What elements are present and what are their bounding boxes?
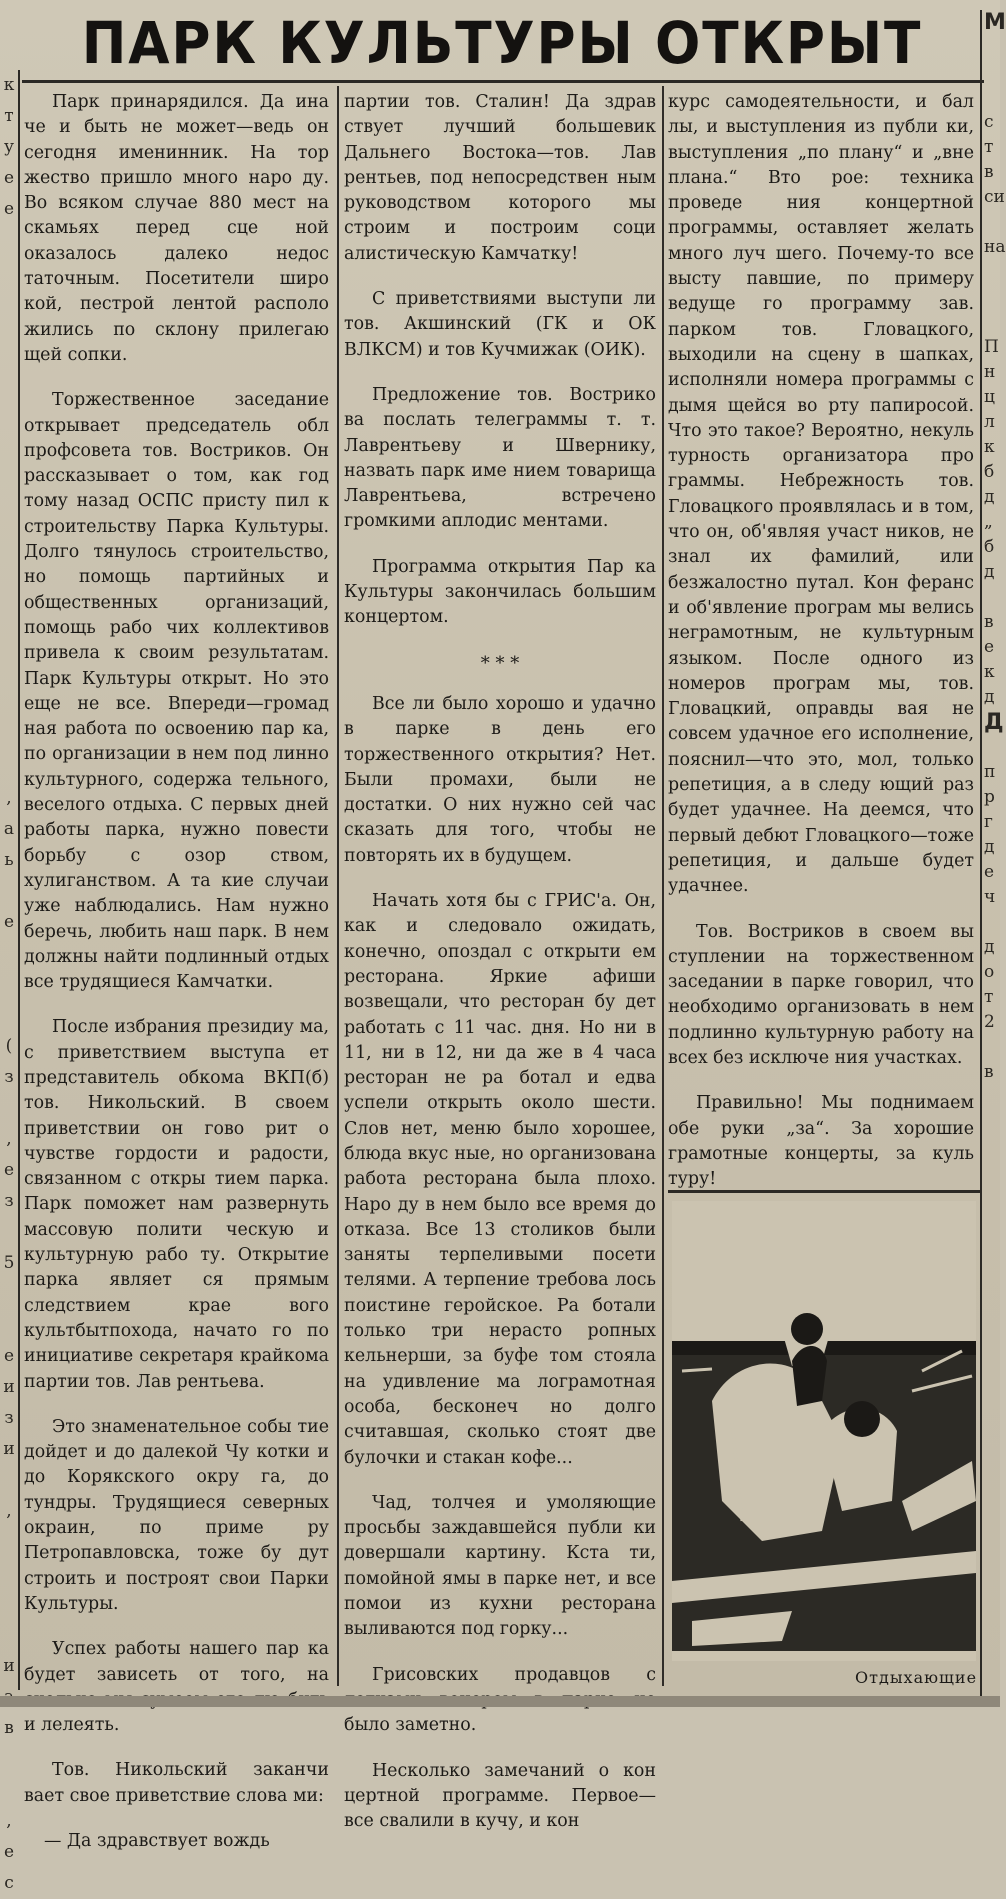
margin-fragment-char	[0, 1744, 18, 1775]
margin-fragment-char	[0, 659, 18, 690]
margin-fragment-char	[0, 1217, 18, 1248]
margin-fragment-char: е	[3, 199, 15, 219]
margin-fragment-char: и	[3, 1656, 15, 1676]
margin-fragment-char	[0, 256, 18, 287]
margin-fragment-char	[0, 535, 18, 566]
woodcut-illustration	[672, 1201, 976, 1661]
margin-fragment-char	[0, 442, 18, 473]
margin-fragment-char	[982, 285, 1002, 310]
column-divider	[662, 86, 664, 1686]
margin-fragment-char: ь	[4, 850, 14, 870]
margin-fragment-char: з	[4, 1408, 14, 1428]
margin-fragment-char	[0, 1558, 18, 1589]
margin-fragment-char	[0, 628, 18, 659]
right-margin-fragment	[980, 10, 1006, 1700]
margin-fragment-char: и	[3, 1377, 15, 1397]
margin-fragment-char: ,	[6, 788, 12, 808]
column-divider	[337, 86, 339, 1686]
margin-fragment-char: р	[984, 787, 995, 807]
margin-fragment-char: е	[984, 637, 995, 657]
margin-fragment-char	[982, 735, 1002, 760]
margin-fragment-char	[0, 1310, 18, 1341]
paragraph: После избрания президиу ма, с приветствием выступа ет представитель обкома ВКП(б) тов. Никольский. В своем приветствии он гово рит о чувстве гордости и радости, связанном с откры тием парка. Парк поможет нам развернуть массовую полити ческую и культурную рабо ту. Открытие парка являет ся прямым следствием крае вого культбытпохода, начато го по инициативе секретаря крайкома партии тов. Лав рентьева.	[24, 1017, 329, 1392]
margin-fragment-char	[0, 1465, 18, 1496]
margin-fragment-char: е	[3, 1346, 15, 1366]
margin-fragment-char: ,	[6, 1501, 12, 1521]
margin-fragment-char: в	[984, 1062, 994, 1082]
margin-fragment-char	[0, 1620, 18, 1651]
margin-fragment-char	[0, 380, 18, 411]
margin-fragment-char	[982, 1035, 1002, 1060]
paragraph: Успех работы нашего пар ка будет зависеть от того, на и лелеять.	[24, 1639, 329, 1736]
margin-fragment-char	[0, 349, 18, 380]
margin-fragment-char: е	[3, 168, 15, 188]
margin-fragment-char	[0, 690, 18, 721]
margin-fragment-char: п	[984, 762, 996, 782]
paragraph: Торжественное заседание открывает председатель обл профсовета тов. Востриков. Он рассказывает о том, как год тому назад ОСПС присту пил к строительству Парка Культуры. Долго тянулось строительство, но помощь партийных и общественных организаций, помощь рабо чих коллективов привела к своим результатам. Парк Культуры открыт. Но это еще не все. Впереди—громад ная работа по освоению пар ка, по организации в нем под линно культурного, содержа тельного, веселого отдыха. С первых дней работы парка, нужно повести борьбу с озор ством, хулиганством. А та кие случаи уже наблюдались. Нам нужно беречь, любить наш парк. В нем должны найти подлинный отдых все трудящиеся Камчатки.	[24, 390, 329, 993]
paragraph: Предложение тов. Вострико ва послать телеграммы т. т. Лаврентьеву и Швернику, назвать парк име нием товарища Лаврентьева, встречено громкими аплодис ментами.	[344, 384, 656, 532]
margin-fragment-char	[0, 504, 18, 535]
margin-fragment-char: г	[984, 812, 993, 832]
margin-fragment-char	[982, 85, 1002, 110]
photo-caption: Отдыхающие	[855, 1668, 978, 1687]
margin-fragment-char	[982, 60, 1002, 85]
margin-fragment-char: М	[984, 10, 1006, 35]
margin-fragment-char: л	[984, 412, 995, 432]
margin-fragment-char: е	[3, 912, 15, 932]
paragraph: партии тов. Сталин! Да здрав ствует лучший большевик Дальнего Востока—тов. Лав рентьев, под непосредствен ным руководством которого мы строим и построим соци алистическую Камчатку!	[344, 92, 656, 264]
margin-fragment-char: е	[3, 1160, 15, 1180]
margin-fragment-char: в	[984, 612, 994, 632]
paragraph: Чад, толчея и умоляющие просьбы заждавшейся публи ки довершали картину. Кста ти, помойной ямы в парке нет, и все помои из кухни ресторана выливаются под горку...	[344, 1492, 656, 1640]
margin-fragment-char: „	[984, 512, 993, 532]
margin-fragment-char: ,	[6, 1811, 12, 1831]
margin-fragment-char	[982, 310, 1002, 335]
margin-fragment-char: т	[984, 137, 994, 157]
margin-fragment-char	[0, 969, 18, 1000]
left-margin-fragment	[0, 70, 20, 1893]
margin-fragment-char: ,	[6, 1129, 12, 1149]
margin-fragment-char: т	[4, 106, 14, 126]
margin-fragment-char	[982, 585, 1002, 610]
section-separator: * * *	[480, 652, 520, 674]
margin-fragment-char: д	[984, 837, 995, 857]
margin-fragment-char: о	[984, 962, 995, 982]
page-edge	[0, 1696, 1000, 1707]
margin-fragment-char: си	[984, 187, 1005, 207]
margin-fragment-char	[982, 35, 1002, 60]
paragraph: курс самодеятельности, и бал лы, и выступления из публи ки, выступления „по плану“ и „вне плана.“ Вто рое: техника проведе ния концертной программы, оставляет желать много луч шего. Почему-то все высту павшие, по примеру ведуще го программу зав. парком тов. Гловацкого, выходили на сцену в шапках, исполняли номера программы с дымя щейся во рту папиросой. Что это такое? Вероятно, некуль турность организатора про граммы. Небрежность тов. Гловацкого проявлялась и в том, что он, об'являя участ ников, не знал их фамилий, или безжалостно путал. Кон феранс и об'явление програм мы велись неграмотным, не культурным языком. После одного из номеров програм мы, тов. Гловацкий, оправды вая не совсем удачное его исполнение, пояснил—что это, мол, только репетиция, а в следу ющий раз будет удачнее. На деемся, что первый дебют Гловацкого—тоже репетиция, и дальше будет удачнее.	[668, 92, 974, 897]
headline: ПАРК КУЛЬТУРЫ ОТКРЫТ	[81, 9, 923, 77]
margin-fragment-char: 2	[984, 1012, 995, 1032]
margin-fragment-char: в	[984, 162, 994, 182]
margin-fragment-char	[0, 566, 18, 597]
margin-fragment-char	[982, 210, 1002, 235]
paragraph: Грисовских продавцов с было заметно.	[344, 1664, 656, 1736]
paragraph: С приветствиями выступи ли тов. Акшинский (ГК и ОК ВЛКСМ) и тов Кучмижак (ОИК).	[344, 289, 656, 360]
margin-fragment-char: д	[984, 937, 995, 957]
margin-fragment-char	[0, 287, 18, 318]
margin-fragment-char: Д	[984, 710, 1004, 735]
margin-fragment-char: д	[984, 487, 995, 507]
margin-fragment-char: к	[984, 437, 995, 457]
margin-fragment-char: к	[984, 662, 995, 682]
paragraph: Несколько замечаний о кон цертной программе. Первое— все свалили в кучу, и кон	[344, 1760, 656, 1832]
margin-fragment-char	[0, 752, 18, 783]
margin-fragment-char	[982, 910, 1002, 935]
margin-fragment-char: у	[3, 137, 14, 157]
margin-fragment-char: а	[3, 819, 15, 839]
margin-fragment-char: е	[984, 862, 995, 882]
paragraph: Программа открытия Пар ка Культуры закончилась большим концертом.	[344, 556, 656, 628]
margin-fragment-char: с	[984, 112, 994, 132]
margin-fragment-char	[0, 721, 18, 752]
margin-fragment-char: и	[3, 1439, 15, 1459]
margin-fragment-char: к	[3, 75, 15, 95]
margin-fragment-char	[0, 1279, 18, 1310]
margin-fragment-char: н	[984, 362, 996, 382]
photo-frame	[668, 1190, 980, 1673]
margin-fragment-char	[0, 1589, 18, 1620]
margin-fragment-char: з	[4, 1067, 14, 1087]
margin-fragment-char	[0, 1000, 18, 1031]
article-column-1	[24, 90, 329, 1874]
paragraph: Правильно! Мы поднимаем обе руки „за“. За хорошие грамотные концерты, за куль туру!	[668, 1093, 974, 1190]
headline-rule	[22, 80, 984, 83]
margin-fragment-char: д	[984, 562, 995, 582]
margin-fragment-char	[0, 225, 18, 256]
margin-fragment-char: е	[3, 1842, 15, 1862]
margin-fragment-char: ч	[984, 887, 996, 907]
paragraph: — Да здравствует вождь	[44, 1831, 270, 1851]
margin-fragment-char: ц	[984, 387, 995, 407]
margin-fragment-char	[982, 260, 1002, 285]
margin-fragment-char	[0, 876, 18, 907]
margin-fragment-char: с	[4, 1873, 14, 1893]
margin-fragment-char	[0, 473, 18, 504]
paragraph: Тов. Востриков в своем вы ступлении на торжественном заседании в парке говорил, что необходимо организовать в нем подлинно культурную работу на всех без исключе ния участках.	[668, 921, 974, 1068]
margin-fragment-char	[0, 318, 18, 349]
margin-fragment-char: (	[5, 1036, 13, 1056]
article-column-3	[668, 90, 974, 1230]
margin-fragment-char: 5	[3, 1253, 15, 1273]
margin-fragment-char	[0, 1093, 18, 1124]
margin-fragment-char	[0, 411, 18, 442]
margin-fragment-char: на	[984, 237, 1006, 257]
margin-fragment-char	[0, 597, 18, 628]
margin-fragment-char: д	[984, 687, 995, 707]
margin-fragment-char: з	[4, 1191, 14, 1211]
margin-fragment-char: б	[984, 462, 995, 482]
paragraph: Все ли было хорошо и удачно в парке в день его торжественного открытия? Нет. Были промахи, были не достатки. О них нужно сей час сказать для того, чтобы не повторять их в будущем.	[344, 693, 656, 866]
margin-fragment-char: т	[984, 987, 994, 1007]
paragraph: Это знаменательное собы тие дойдет и до далекой Чу котки и до Корякского окру га, до тундры. Трудящиеся северных окраин, по приме ру Петропавловска, тоже бу дут строить и построят свои Парки Культуры.	[24, 1416, 329, 1614]
margin-fragment-char	[0, 938, 18, 969]
paragraph: Парк принарядился. Да ина че и быть не может—ведь он сегодня именинник. На тор жество пришло много наро ду. Во всяком случае 880 мест на скамьях перед сце ной оказалось далеко недос таточным. Посетители широ кой, пестрой лентой располо жились по склону прилегаю щей сопки.	[24, 92, 329, 365]
margin-fragment-char	[0, 1527, 18, 1558]
paragraph: Тов. Никольский заканчи вает свое приветствие слова ми:	[24, 1760, 329, 1806]
article-column-2	[344, 90, 656, 1854]
margin-fragment-char: П	[984, 337, 999, 357]
margin-fragment-char: в	[4, 1718, 14, 1738]
margin-fragment-char: б	[984, 537, 995, 557]
margin-fragment-char	[0, 1775, 18, 1806]
paragraph: Начать хотя бы с ГРИС'а. Он, как и следовало ожидать, конечно, опоздал с открыти ем ресторана. Яркие афиши возвещали, что ресторан бу дет работать с 11 час. дня. Но ни в 11, ни в 12, ни да же в 4 часа ресторан не ра ботал и едва успели открыть около шести. Слов нет, меню было хорошее, блюда вкус ные, но организована работа ресторана была плохо. Наро ду в нем было все время до отказа. Все 13 столиков были заняты терпеливыми посети телями. А терпение требова лось поистине геройское. Ра ботали только три нерасто ропных кельнерши, за буфе том стояла на удивление ма лограмотная особа, бесконеч но долго считавшая, сколько стоят две булочки и стакан кофе...	[344, 891, 656, 1468]
